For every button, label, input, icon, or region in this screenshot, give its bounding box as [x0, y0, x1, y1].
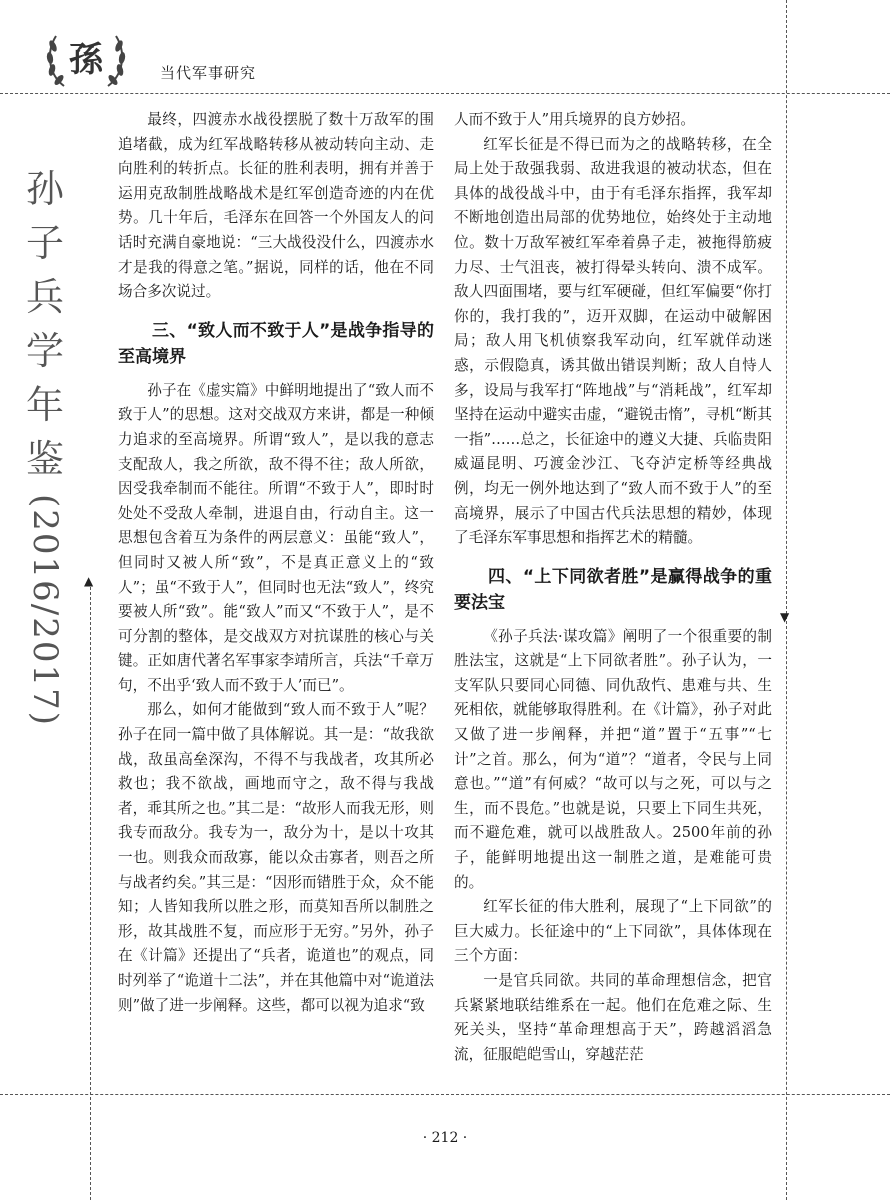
yearbook-side-title	[22, 162, 68, 727]
right-dashed-guide	[786, 0, 787, 1200]
journal-logo	[38, 24, 134, 92]
paragraph: 《孙子兵法·谋攻篇》阐明了一个很重要的制胜法宝，这就是“上下同欲者胜”。孙子认为，一支军队只要同心同德、同仇敌忾、患难与共、生死相依，就能够取得胜利。在《计篇》，孙子对此又做了进一步阐释，并把“道”置于“五事”“七计”之首。那么，何为“道”？“道者，令民与上同意也。”“道”有何威？“故可以与之死，可以与之生，而不畏危。”也就是说，只要上下同生共死，而不避危难，就可以战胜敌人。2500年前的孙子，能鲜明地提出这一制胜之道，是难能可贵的。	[454, 627, 772, 891]
side-title-char: 学	[25, 329, 64, 373]
header-dashed-rule	[0, 93, 890, 94]
paragraph: 那么，如何才能做到“致人而不致于人”呢？孙子在同一篇中做了具体解说。其一是：“故我欲战，敌虽高垒深沟，不得不与我战者，攻其所必救也；我不欲战，画地而守之，敌不得与我战者，乖其所之也。”其二是：“故形人而我无形，则我专而敌分。我专为一，敌分为十，是以十攻其一也。则我众而敌寡，能以众击寡者，则吾之所与战者约矣。”其三是：“因形而错胜于众，众不能知；人皆知我所以胜之形，而莫知吾所以制胜之形，故其战胜不复，而应形于无穷。”另外，孙子在《计篇》还提出了“兵者，诡道也”的观点，同时列举了“诡道十二法”，并在其他篇中对“诡道法则”做了进一步阐释。这些，都可以视为追求“致	[118, 701, 434, 1014]
triangle-up-icon: ▲	[84, 574, 94, 588]
journal-name: 当代军事研究	[160, 64, 257, 82]
paragraph: 人而不致于人”用兵境界的良方妙招。	[454, 111, 695, 128]
page-number: · 212 ·	[422, 1130, 468, 1146]
right-text-column	[454, 108, 772, 1067]
side-title-char: 孙	[25, 167, 64, 211]
svg-text:孫: 孫	[69, 40, 103, 80]
paragraph: 红军长征是不得已而为之的战略转移，在全局上处于敌强我弱、敌进我退的被动状态，但在具体的战役战斗中，由于有毛泽东指挥，我军却不断地创造出局部的优势地位，始终处于主动地位。数十万敌军被红军牵着鼻子走，被拖得筋疲力尽、士气沮丧，被打得晕头转向、溃不成军。敌人四面围堵，要与红军硬碰，但红军偏要“你打你的，我打我的”，迈开双脚，在运动中破解困局；敌人用飞机侦察我军动向，红军就佯动迷惑，示假隐真，诱其做出错误判断；敌人自恃人多，设局与我军打“阵地战”与“消耗战”，红军却坚持在运动中避实击虚，“避锐击惰”，寻机“断其一指”……总之，长征途中的遵义大捷、兵临贵阳威逼昆明、巧渡金沙江、飞夺泸定桥等经典战例，均无一例外地达到了“致人而不致于人”的至高境界，展示了中国古代兵法思想的精妙，体现了毛泽东军事思想和指挥艺术的精髓。	[454, 135, 772, 547]
side-title-char: 鉴	[25, 437, 64, 481]
triangle-down-icon: ▼	[780, 610, 790, 624]
paragraph: 最终，四渡赤水战役摆脱了数十万敌军的围追堵截，成为红军战略转移从被动转向主动、走向胜利的转折点。长征的胜利表明，拥有并善于运用克敌制胜战略战术是红军创造奇迹的内在优势。几十年后，毛泽东在回答一个外国友人的问话时充满自豪地说：“三大战役没什么，四渡赤水才是我的得意之笔。”据说，同样的话，他在不同场合多次说过。	[118, 111, 434, 301]
section-heading-3: 三、“致人而不致于人”是战争指导的至高境界	[118, 320, 434, 367]
section-heading-4: 四、“上下同欲者胜”是赢得战争的重要法宝	[454, 566, 772, 613]
side-title-char: 年	[25, 383, 64, 427]
side-title-char: 子	[25, 221, 64, 265]
footer-dashed-rule	[0, 1094, 890, 1095]
side-title-year: (2016/2017)	[25, 494, 65, 728]
side-title-char: 兵	[25, 275, 64, 319]
paragraph: 红军长征的伟大胜利，展现了“上下同欲”的巨大威力。长征途中的“上下同欲”，具体体现在三个方面：	[454, 898, 772, 965]
laurel-wreath-icon	[38, 24, 134, 92]
left-text-column	[118, 108, 434, 1018]
paragraph: 一是官兵同欲。共同的革命理想信念，把官兵紧紧地联结维系在一起。他们在危难之际、生死关头，坚持“革命理想高于天”，跨越滔滔急流，征服皑皑雪山，穿越茫茫	[454, 972, 772, 1063]
paragraph: 孙子在《虚实篇》中鲜明地提出了“致人而不致于人”的思想。这对交战双方来讲，都是一种倾力追求的至高境界。所谓“致人”，是以我的意志支配敌人，我之所欲，敌不得不往；敌人所欲，因受我牵制而不能往。所谓“不致于人”，即时时处处不受敌人牵制，进退自由，行动自主。这一思想包含着互为条件的两层意义：虽能“致人”，但同时又被人所“致”，不是真正意义上的“致人”；虽“不致于人”，但同时也无法“致人”，终究要被人所“致”。能“致人”而又“不致于人”，是不可分割的整体，是交战双方对抗谋胜的核心与关键。正如唐代著名军事家李靖所言，兵法“千章万句，不出乎‘致人而不致于人’而已”。	[118, 381, 434, 694]
left-dashed-guide	[90, 582, 91, 1200]
